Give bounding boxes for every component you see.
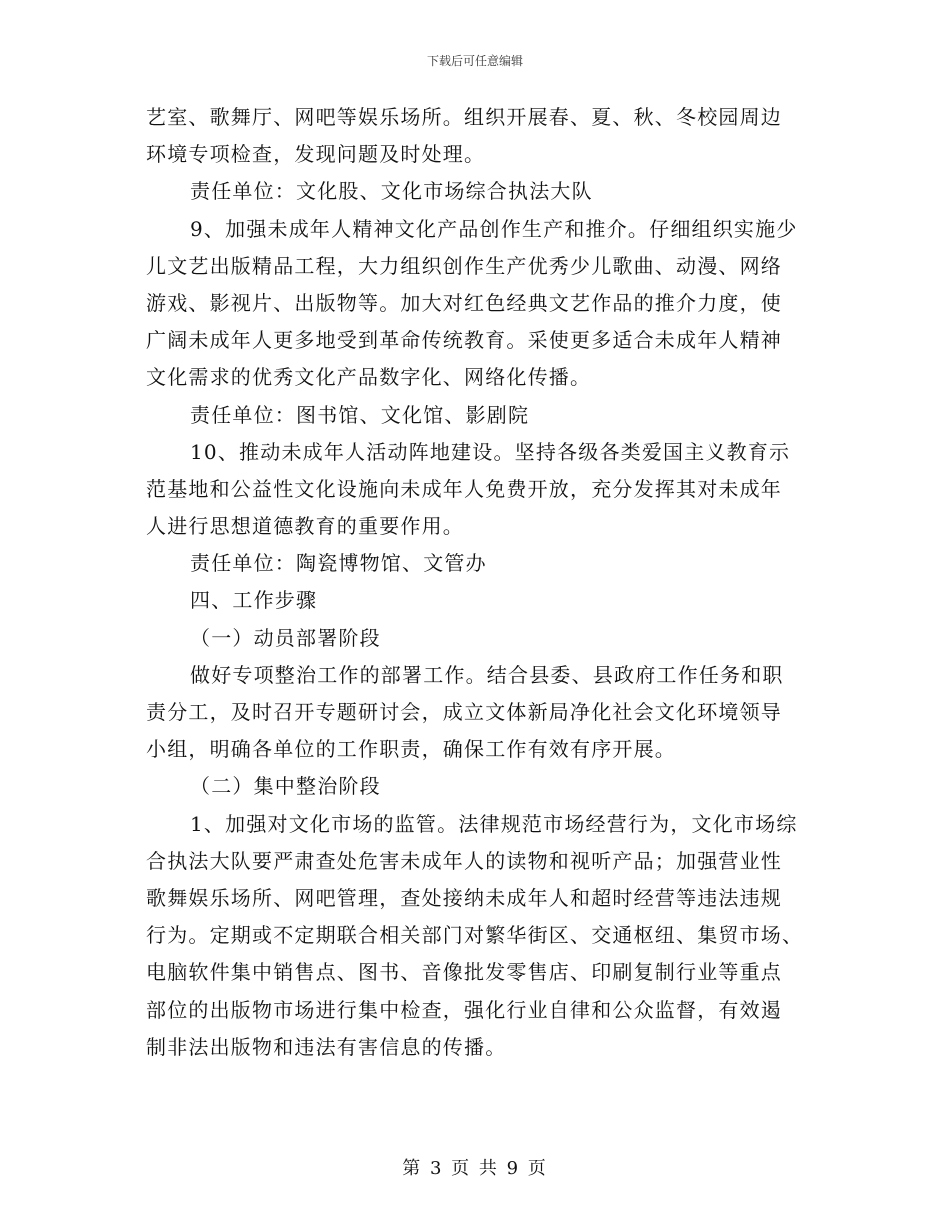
text-line: 9、加强未成年人精神文化产品创作生产和推介。仔细组织实施少	[190, 216, 798, 241]
text-line: 部位的出版物市场进行集中检查，强化行业自律和公众监督，有效遏	[146, 997, 782, 1022]
text-line: 合执法大队要严肃查处危害未成年人的读物和视听产品；加强营业性	[146, 848, 782, 873]
text-line: 游戏、影视片、出版物等。加大对红色经典文艺作品的推介力度，使	[146, 290, 782, 315]
text-line: 小组，明确各单位的工作职责，确保工作有效有序开展。	[146, 737, 676, 762]
text-line: 做好专项整治工作的部署工作。结合县委、县政府工作任务和职	[190, 662, 784, 687]
document-body	[146, 99, 806, 1066]
text-line: 制非法出版物和违法有害信息的传播。	[146, 1034, 507, 1059]
text-line: 人进行思想道德教育的重要作用。	[146, 514, 464, 539]
subsection-heading: （二）集中整治阶段	[190, 774, 381, 799]
text-line: 艺室、歌舞厅、网吧等娱乐场所。组织开展春、夏、秋、冬校园周边	[146, 105, 782, 129]
text-line: 行为。定期或不定期联合相关部门对繁华街区、交通枢纽、集贸市场、	[146, 923, 804, 948]
text-line: 1、加强对文化市场的监管。法律规范市场经营行为，文化市场综	[190, 811, 798, 836]
text-line: 儿文艺出版精品工程，大力组织创作生产优秀少儿歌曲、动漫、网络	[146, 253, 782, 278]
text-line: 歌舞娱乐场所、网吧管理，查处接纳未成年人和超时经营等违法违规	[146, 885, 782, 910]
text-line: 广阔未成年人更多地受到革命传统教育。采使更多适合未成年人精神	[146, 328, 782, 353]
responsibility-line: 责任单位：图书馆、文化馆、影剧院	[190, 402, 530, 427]
text-line: 环境专项检查，发现问题及时处理。	[146, 142, 486, 167]
text-line: 文化需求的优秀文化产品数字化、网络化传播。	[146, 365, 592, 390]
text-line: 电脑软件集中销售点、图书、音像批发零售店、印刷复制行业等重点	[146, 960, 782, 985]
page-number: 第 3 页 共 9 页	[402, 1158, 548, 1179]
text-line: 10、推动未成年人活动阵地建设。坚持各级各类爱国主义教育示	[190, 439, 791, 464]
page-header: 下载后可任意编辑	[426, 54, 523, 68]
text-line: 范基地和公益性文化设施向未成年人免费开放，充分发挥其对未成年	[146, 476, 782, 501]
subsection-heading: （一）动员部署阶段	[190, 625, 381, 650]
responsibility-line: 责任单位：陶瓷博物馆、文管办	[190, 551, 487, 576]
section-heading: 四、工作步骤	[190, 588, 318, 613]
text-line: 责分工，及时召开专题研讨会，成立文体新局净化社会文化环境领导	[146, 700, 782, 724]
responsibility-line: 责任单位：文化股、文化市场综合执法大队	[190, 179, 593, 204]
